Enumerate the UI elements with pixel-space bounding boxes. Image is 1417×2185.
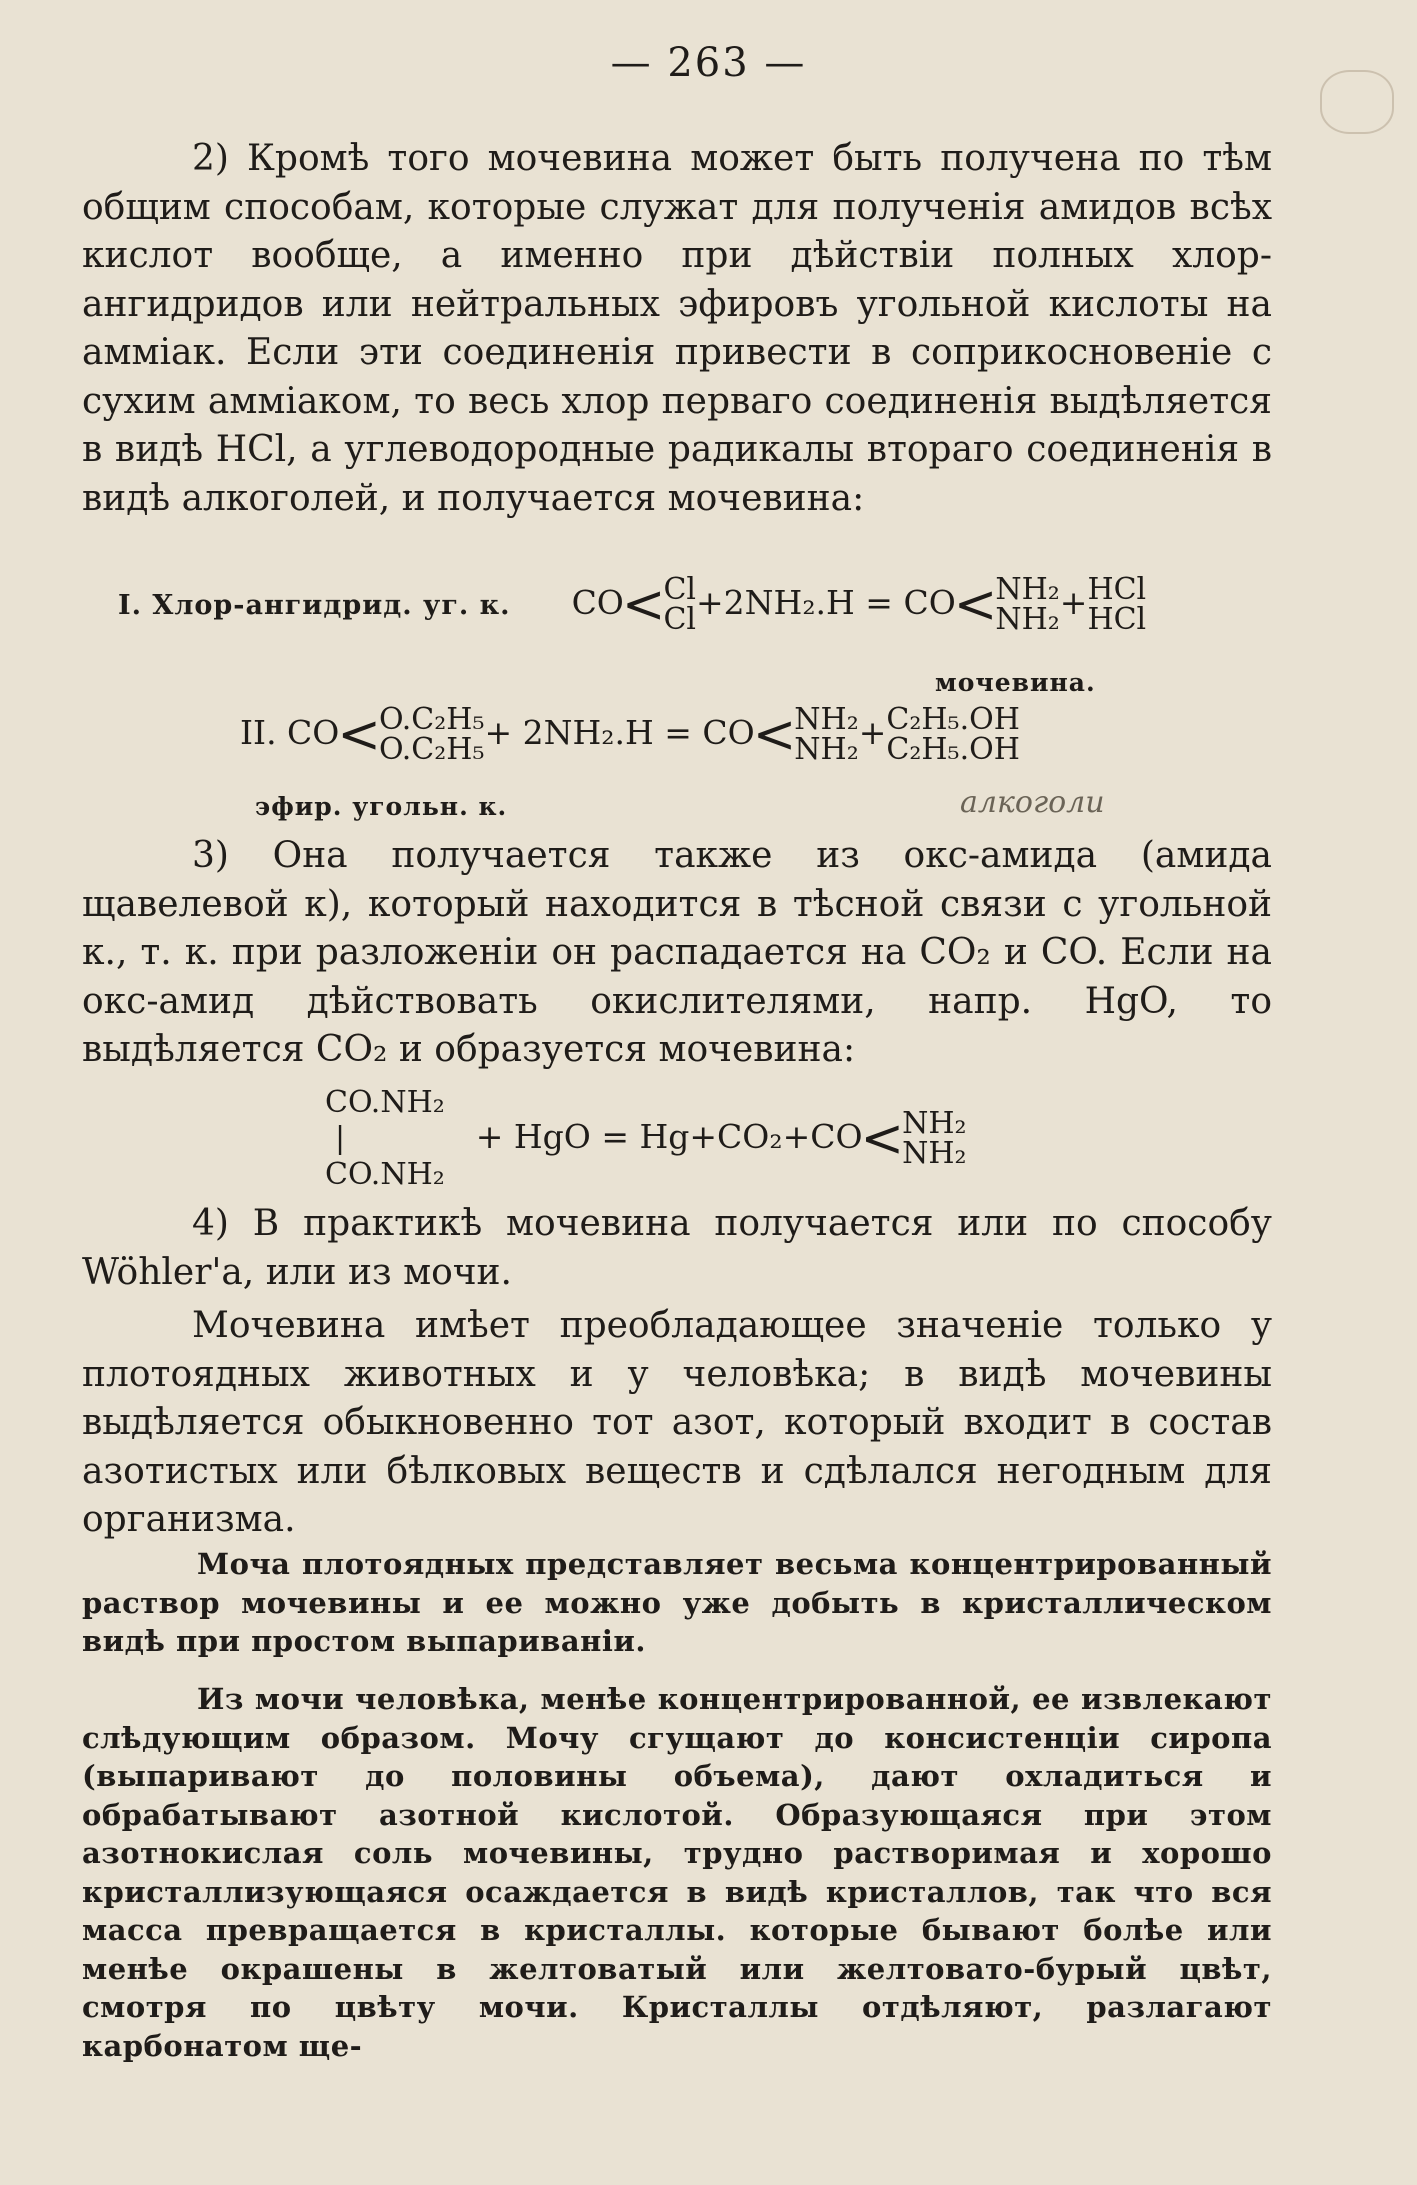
eq1-sub-top: Cl bbox=[663, 572, 697, 607]
eq3-middle: + HgO = Hg+CO₂+CO bbox=[475, 1117, 863, 1156]
eq1-co: CO bbox=[571, 583, 624, 622]
eq2-label: II. CO bbox=[240, 713, 340, 752]
eq3-bottom: CO.NH₂ bbox=[325, 1157, 445, 1192]
paragraph-5: Мочевина имѣет преобладающее значеніе только у плотоядных животных и у человѣка; в видѣ мочевины выдѣляется обыкновенно тот азот, который входит в состав азотистых или бѣлковых веществ и сдѣлался негодным для организма. bbox=[82, 1305, 1272, 1540]
eq3-bar: | bbox=[335, 1121, 346, 1156]
eq2-prod-top: NH₂ bbox=[794, 702, 859, 737]
small-paragraph-2-block bbox=[82, 1680, 1272, 2065]
eq1-side-top: HCl bbox=[1087, 572, 1147, 607]
equation-2: II. CO< O.C₂H₅ O.C₂H₅ + 2NH₂.H = CO< NH₂ NH₂ + C₂H₅.OH C₂H₅.OH bbox=[240, 702, 1020, 767]
equation-1: I. Хлор-ангидрид. уг. к. CO< Cl Cl +2NH₂.H = CO< NH₂ NH₂ + HCl HCl bbox=[118, 572, 1147, 637]
paragraph-3-block bbox=[82, 832, 1272, 1075]
small-paragraph-2: Из мочи человѣка, менѣе концентрированной, ее извлекают слѣдующим образом. Мочу сгущают до консистенціи сиропа (выпаривают до половины объема), дают охладиться и обрабатывают азотной кислотой. Образующаяся при этом азотнокислая соль мочевины, трудно растворимая и хорошо кристаллизующаяся осаждается в видѣ кристаллов, так что вся масса превращается в кристаллы. которые бывают болѣе или менѣе окрашены в желтоватый или желтовато-бурый цвѣт, смотря по цвѣту мочи. Кристаллы отдѣляют, разлагают карбонатом ще- bbox=[82, 1682, 1272, 2063]
eq1-caption: мочевина. bbox=[935, 668, 1096, 697]
paragraph-4: 4) В практикѣ мочевина получается или по способу Wöhler'a, или из мочи. bbox=[82, 1203, 1272, 1293]
eq2-side-bottom: C₂H₅.OH bbox=[886, 732, 1020, 767]
eq1-prod-bottom: NH₂ bbox=[995, 602, 1060, 637]
small-paragraph-1-block bbox=[82, 1545, 1272, 1661]
eq1-side-bottom: HCl bbox=[1087, 602, 1147, 637]
paragraph-5-block bbox=[82, 1302, 1272, 1545]
eq3-prod-top: NH₂ bbox=[902, 1106, 967, 1141]
eq2-caption: эфир. угольн. к. bbox=[255, 792, 508, 821]
paragraph-2: 2) Кромѣ того мочевина может быть получена по тѣм общим способам, которые служат для полученія амидов всѣх кислот вообще, а именно при дѣйствіи полных хлор-ангидридов или нейтральных эфировъ угольной кислоты на амміак. Если эти соединенія привести в соприкосновеніе с сухим амміаком, то весь хлор перваго соединенія выдѣляется в видѣ HCl, а углеводородные радикалы втораго соединенія в видѣ алкоголей, и получается мочевина: bbox=[82, 138, 1272, 519]
eq2-side-top: C₂H₅.OH bbox=[886, 702, 1020, 737]
eq1-plus: + bbox=[1059, 583, 1088, 622]
paragraph-3: 3) Она получается также из окс-амида (амида щавелевой к), который находится в тѣсной связи с угольной к., т. к. при разложеніи он распадается на CO₂ и CO. Если на окс-амид дѣйствовать окислителями, напр. HgO, то выдѣляется CO₂ и образуется мочевина: bbox=[82, 835, 1272, 1070]
eq2-sub-top: O.C₂H₅ bbox=[378, 702, 485, 737]
paragraph-2-block bbox=[82, 135, 1272, 523]
page-number: — 263 — bbox=[610, 40, 807, 86]
eq1-prod-top: NH₂ bbox=[995, 572, 1060, 607]
eq1-middle: +2NH₂.H = CO bbox=[696, 583, 956, 622]
equation-1-label: I. Хлор-ангидрид. уг. к. bbox=[118, 590, 511, 621]
eq3-top: CO.NH₂ bbox=[325, 1085, 445, 1120]
eq2-middle: + 2NH₂.H = CO bbox=[484, 713, 755, 752]
handwritten-note: алкоголи bbox=[960, 785, 1105, 820]
eq2-prod-bottom: NH₂ bbox=[794, 732, 859, 767]
eq2-sub-bottom: O.C₂H₅ bbox=[378, 732, 485, 767]
eq3-prod-bottom: NH₂ bbox=[902, 1136, 967, 1171]
stamp-mark bbox=[1320, 70, 1394, 134]
eq2-plus: + bbox=[858, 713, 887, 752]
equation-3: CO.NH₂ | CO.NH₂ + HgO = Hg+CO₂+CO< NH₂ NH₂ bbox=[325, 1085, 967, 1192]
paragraph-4-block bbox=[82, 1200, 1272, 1297]
eq1-sub-bottom: Cl bbox=[663, 602, 697, 637]
small-paragraph-1: Моча плотоядных представляет весьма концентрированный раствор мочевины и ее можно уже добыть в кристаллическом видѣ при простом выпариваніи. bbox=[82, 1547, 1272, 1658]
